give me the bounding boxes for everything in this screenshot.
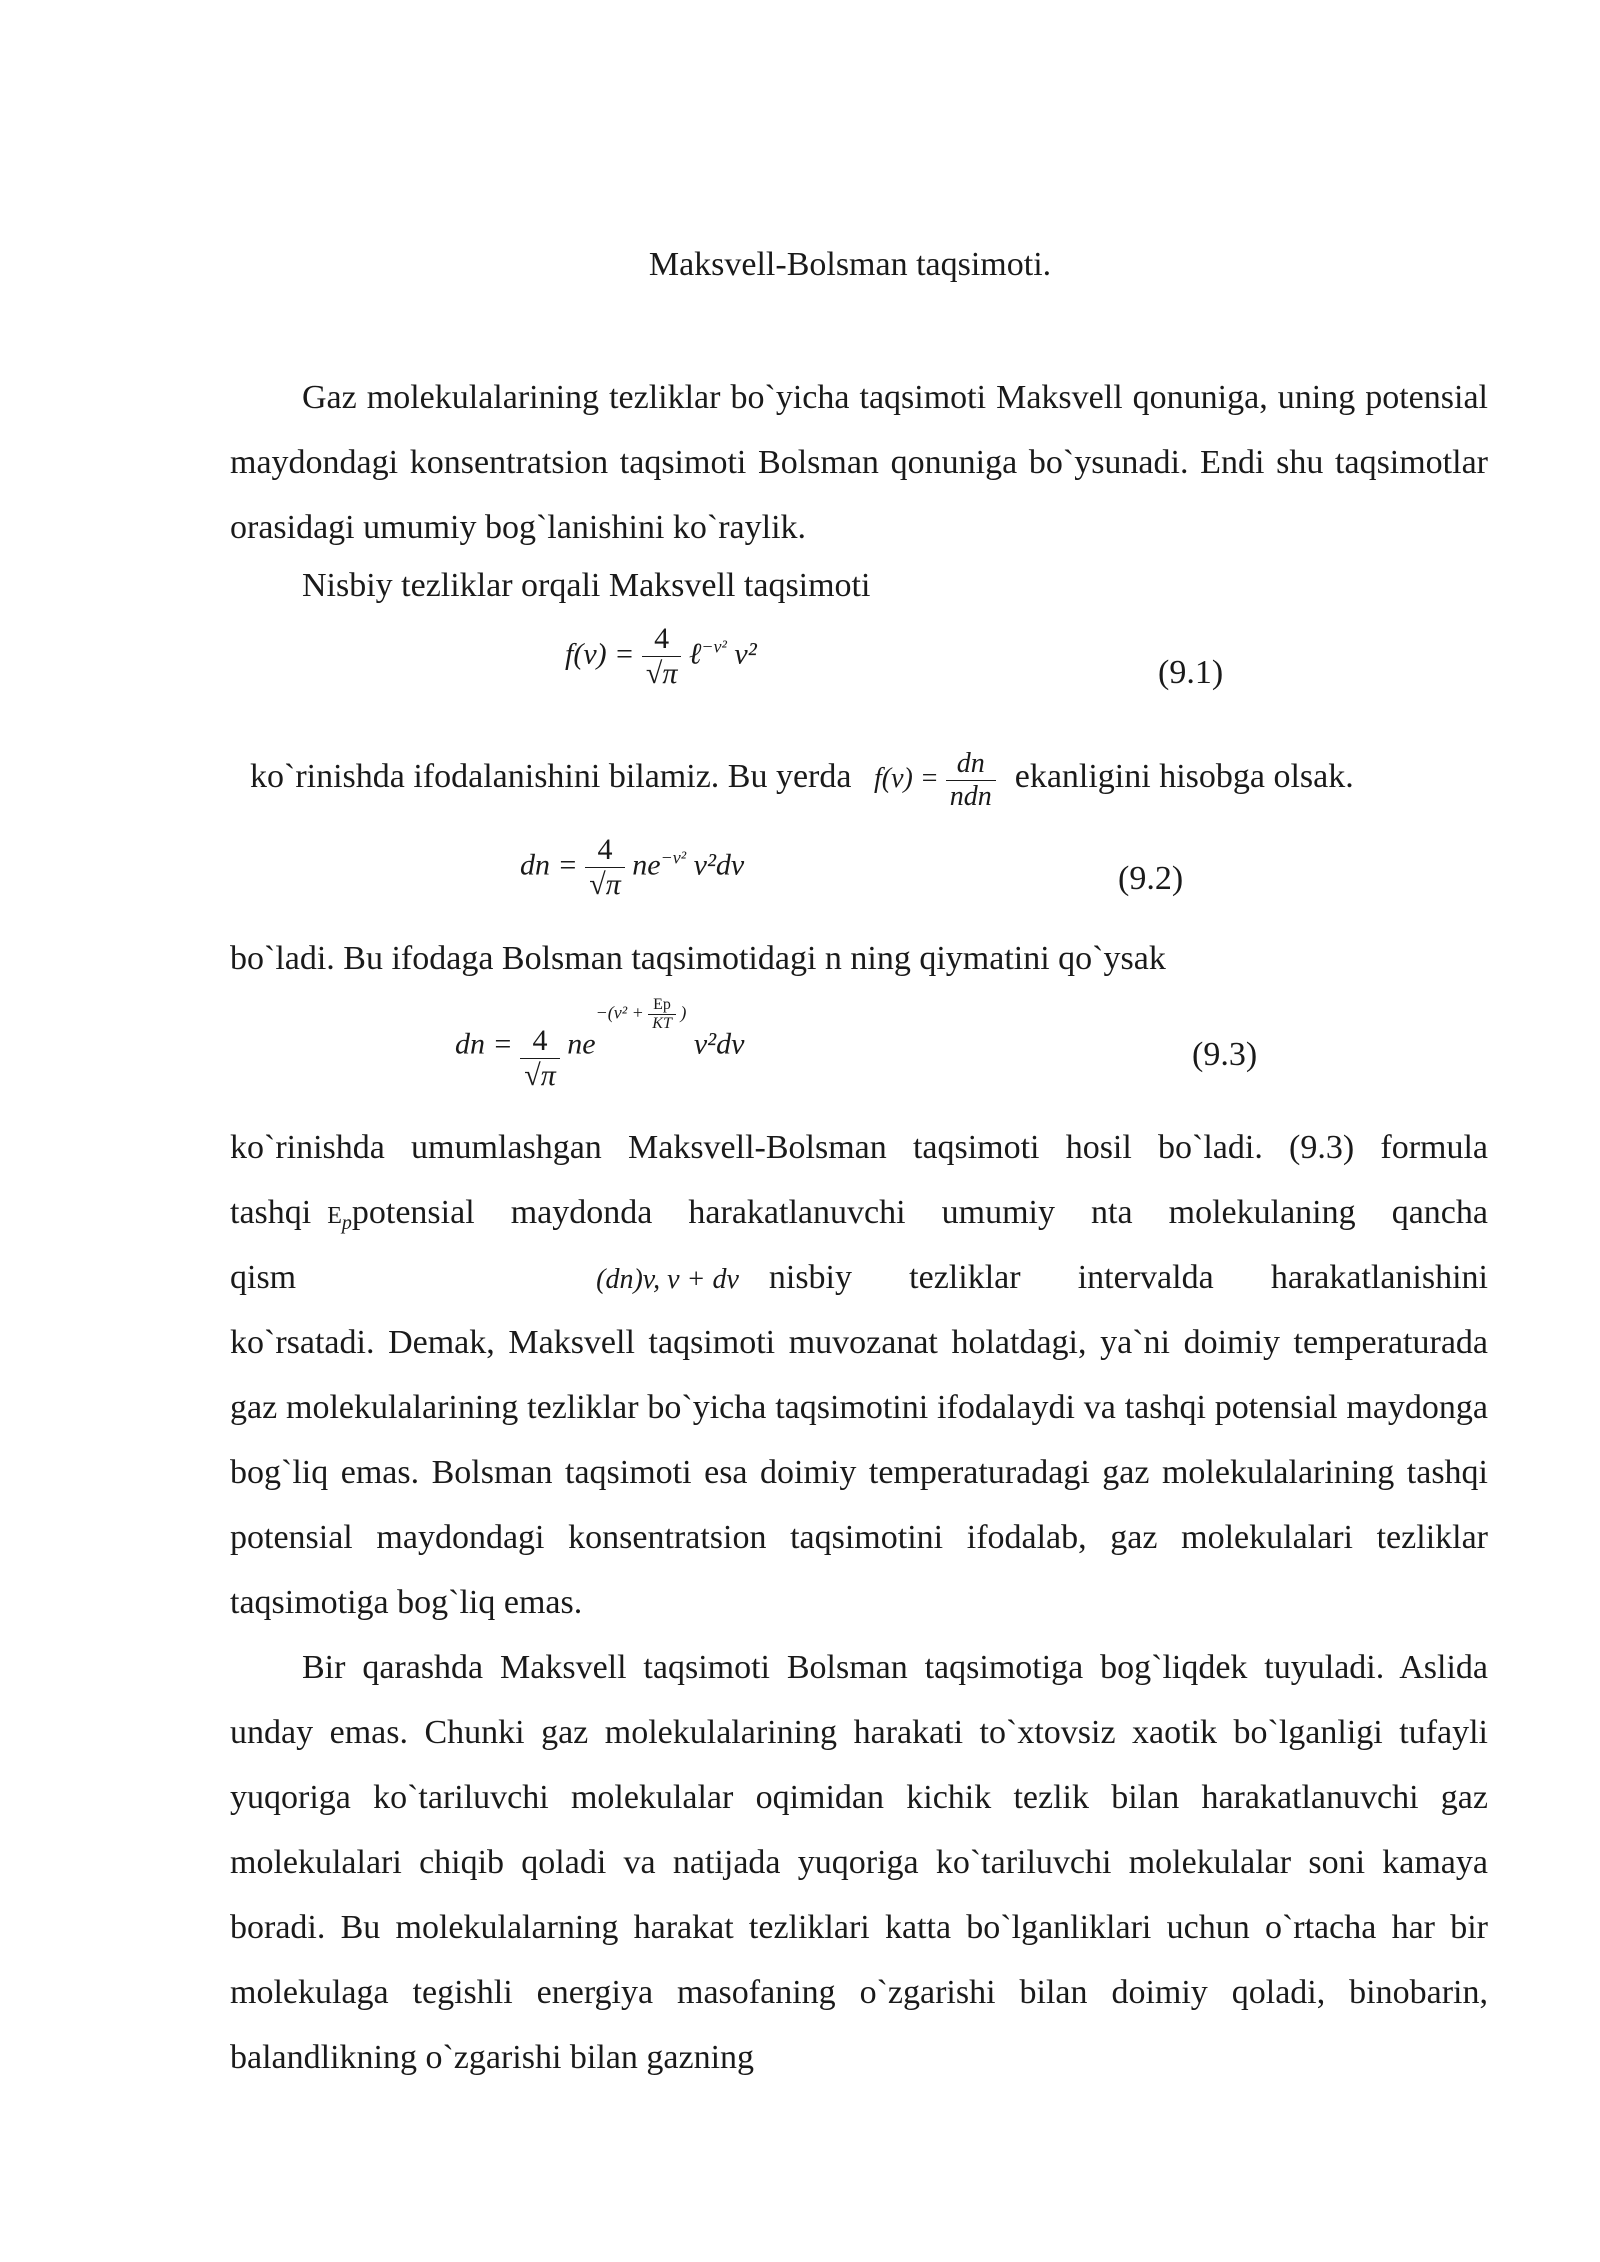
eq3-exponent-post: ) — [680, 1002, 687, 1023]
eq3-base: ne — [567, 1027, 596, 1061]
equation-number-9-1: (9.1) — [1158, 654, 1224, 691]
equation-number-9-3: (9.3) — [1192, 1036, 1258, 1073]
equation-9-3 — [455, 996, 745, 1093]
eq2-lhs: dn = — [520, 848, 578, 882]
def-lhs: f(v) = — [873, 762, 939, 794]
eq3-exponent-pre: −(v² + — [595, 1002, 644, 1023]
line2-start: tashqi — [230, 1194, 312, 1231]
eq3-lhs: dn = — [455, 1027, 513, 1061]
equation-9-1 — [565, 622, 757, 691]
line2-rest: potensial maydonda harakatlanuvchi umumiy nta molekulaning qancha — [351, 1194, 1488, 1231]
paragraph-intro: Gaz molekulalarining tezliklar bo`yicha taqsimoti Maksvell qonuniga, uning potensial maydondagi konsentratsion taqsimoti Bolsman qonuniga bo`ysunadi. Endi shu taqsimotlar orasidagi umumiy bog`lanishini ko`raylik. — [230, 379, 1488, 546]
eq3-exponent-fraction — [648, 996, 676, 1033]
line3-rest: nisbiy tezliklar intervalda harakatlanishini — [768, 1259, 1488, 1296]
energy-subscript: p — [341, 1211, 352, 1234]
line3-start: qism — [230, 1259, 297, 1296]
eq2-denominator: √π — [589, 868, 621, 901]
eq3-denominator: √π — [524, 1059, 556, 1092]
definition-line-post: ekanligini hisobga olsak. — [1014, 757, 1354, 795]
equation-9-2 — [520, 833, 744, 902]
eq1-numerator: 4 — [642, 622, 682, 657]
page-title: Maksvell-Bolsman taqsimoti. — [648, 246, 1052, 283]
paragraph-result-line-2 — [230, 1194, 1488, 1235]
definition-line — [250, 748, 1354, 813]
equation-number-9-2: (9.2) — [1118, 860, 1184, 897]
f-of-v-definition — [873, 748, 1003, 812]
paragraph-explanation: Bir qarashda Maksvell taqsimoti Bolsman taqsimotiga bog`liqdek tuyuladi. Aslida unday emas. Chunki gaz molekulalarining harakati to`xtovsiz xaotik bo`lganligi tufayli yuqoriga ko`tariluvchi molekulalar oqimidan kichik tezlik bilan harakatlanuvchi gaz molekulalari chiqib qoladi va natijada yuqoriga ko`tariluvchi molekulalar soni kamaya boradi. Bu molekulalarning harakat tezliklari katta bo`lganliklari uchun o`rtacha har bir molekulaga tegishli energiya masofaning o`zgarishi bilan doimiy qoladi, binobarin, balandlikning o`zgarishi bilan gazning — [230, 1649, 1488, 2076]
eq3-fraction — [520, 1024, 560, 1093]
eq2-tail: v²dv — [693, 848, 745, 882]
paragraph-result-line-1: ko`rinishda umumlashgan Maksvell-Bolsman taqsimoti hosil bo`ladi. (9.3) formula — [230, 1129, 1488, 1166]
def-numerator: dn — [946, 748, 996, 781]
eq2-base: ne — [632, 848, 661, 882]
potential-energy-symbol — [327, 1203, 352, 1235]
eq1-base: ℓ — [688, 637, 702, 671]
eq3-tail: v²dv — [693, 1027, 745, 1061]
eq3-exp-denominator: KT — [652, 1015, 672, 1032]
maxwell-lead-line: Nisbiy tezliklar orqali Maksvell taqsimoti — [302, 567, 871, 604]
eq1-tail: v² — [734, 637, 757, 671]
eq1-denominator: √π — [645, 657, 678, 690]
eq1-fraction — [642, 622, 682, 691]
eq2-exponent: −v² — [660, 847, 687, 868]
eq3-exponent — [596, 996, 687, 1033]
eq1-exponent: −v² — [701, 636, 727, 657]
definition-line-pre: ko`rinishda ifodalanishini bilamiz. Bu yerda — [250, 757, 852, 795]
paragraph-result-rest: ko`rsatadi. Demak, Maksvell taqsimoti muvozanat holatdagi, ya`ni doimiy temperaturada gaz molekulalarining tezliklar bo`yicha taqsimotini ifodalaydi va tashqi potensial maydonga bog`liq emas. Bolsman taqsimoti esa doimiy temperaturadagi gaz molekulalarining tashqi potensial maydondagi konsentratsion taqsimotini ifodalab, gaz molekulalari tezliklar taqsimotiga bog`liq emas. — [230, 1324, 1488, 1621]
eq3-numerator: 4 — [520, 1024, 560, 1059]
substitution-line: bo`ladi. Bu ifodaga Bolsman taqsimotidagi n ning qiymatini qo`ysak — [230, 940, 1166, 977]
energy-letter: E — [327, 1203, 342, 1229]
eq3-exp-numerator: Ep — [648, 996, 676, 1015]
eq1-lhs: f(v) = — [565, 637, 635, 671]
eq2-fraction — [585, 833, 625, 902]
def-denominator: ndn — [949, 781, 992, 812]
paragraph-result-line-3 — [230, 1259, 1488, 1297]
velocity-interval-expression: (dn)v, v + dv — [596, 1264, 739, 1295]
def-fraction — [946, 748, 996, 813]
eq2-numerator: 4 — [585, 833, 625, 868]
